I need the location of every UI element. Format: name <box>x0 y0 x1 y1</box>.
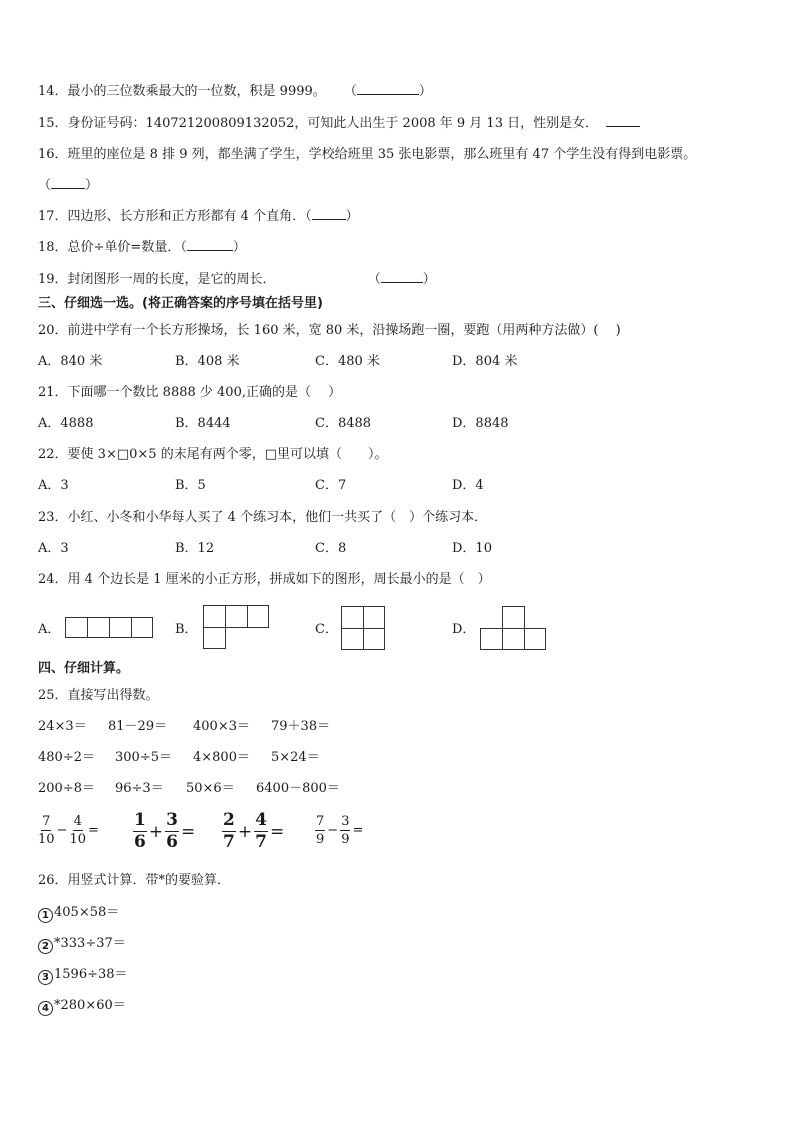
circled-number-1: 1 <box>38 908 53 923</box>
q22-option-d[interactable]: D．4 <box>452 478 484 493</box>
question-15 <box>38 114 640 133</box>
question-26: 26．用竖式计算．带*的要验算． <box>38 873 231 888</box>
q21-option-a[interactable]: A．4888 <box>38 416 94 431</box>
vertical-calc-item-3: 3 1596÷38＝ <box>38 966 128 985</box>
calc-item: 300÷5＝ <box>115 750 172 765</box>
q22-option-a[interactable]: A．3 <box>38 478 69 493</box>
question-14-text: 14．最小的三位数乘最大的一位数，积是 9999。 <box>38 84 326 99</box>
q20-option-d[interactable]: D．804 米 <box>452 354 518 369</box>
q22-option-c[interactable]: C．7 <box>315 478 347 493</box>
section-4-heading: 四、仔细计算。 <box>38 661 130 676</box>
q22-option-b[interactable]: B．5 <box>175 478 206 493</box>
vertical-calc-item-2: 2 *333÷37＝ <box>38 935 126 954</box>
fraction-expression-4: 7 9 − $\frac{3}{9}$ = <box>316 814 364 847</box>
q24-shape-a[interactable] <box>65 617 153 638</box>
q24-shape-c[interactable] <box>341 606 385 650</box>
calc-item: 50×6＝ <box>186 781 235 796</box>
question-17-close-paren: ） <box>345 209 359 224</box>
question-19-open-paren: （ <box>367 272 381 287</box>
answer-blank-14[interactable] <box>357 82 419 95</box>
question-14-close-paren: ） <box>418 84 432 99</box>
question-21: 21．下面哪一个数比 8888 少 400,正确的是（ ） <box>38 385 342 400</box>
q21-option-b[interactable]: B．8444 <box>175 416 231 431</box>
q21-option-c[interactable]: C．8488 <box>315 416 372 431</box>
q23-option-a[interactable]: A．3 <box>38 541 69 556</box>
circled-number-4: 4 <box>38 1001 53 1016</box>
q24-shape-b[interactable] <box>203 605 269 649</box>
question-17 <box>38 207 359 226</box>
calc-item: 96÷3＝ <box>115 781 164 796</box>
answer-blank-15[interactable] <box>606 114 640 127</box>
question-16-text: 16．班里的座位是 8 排 9 列，都坐满了学生，学校给班里 35 张电影票，那么班里有 47 个学生没有得到电影票。 <box>38 147 697 162</box>
question-18-text: 18．总价÷单价=数量．（ <box>38 240 187 255</box>
circled-number-2: 2 <box>38 939 53 954</box>
calc-item: 4×800＝ <box>193 750 250 765</box>
calc-item: 480÷2＝ <box>38 750 95 765</box>
q24-shape-d[interactable] <box>480 606 546 650</box>
calc-item: 81－29＝ <box>108 719 168 734</box>
q20-option-a[interactable]: A．840 米 <box>38 354 103 369</box>
fraction-expression-1: 7 10 − $\frac{4}{10}$ = <box>38 814 99 847</box>
question-25: 25．直接写出得数。 <box>38 688 159 703</box>
calc-item: 24×3＝ <box>38 719 87 734</box>
vertical-calc-item-1: 1 405×58＝ <box>38 904 119 923</box>
question-16-close-paren: ） <box>85 178 99 193</box>
question-16-answer <box>38 176 98 195</box>
question-24: 24．用 4 个边长是 1 厘米的小正方形，拼成如下的图形，周长最小的是（ ） <box>38 572 491 587</box>
q20-option-b[interactable]: B．408 米 <box>175 354 240 369</box>
question-19 <box>38 270 436 289</box>
q23-option-c[interactable]: C．8 <box>315 541 347 556</box>
question-23: 23．小红、小冬和小华每人买了 4 个练习本，他们一共买了（ ）个练习本． <box>38 510 488 525</box>
calc-item: 79＋38＝ <box>271 719 331 734</box>
q24-option-a-label[interactable]: A． <box>38 622 61 637</box>
calc-item: 400×3＝ <box>193 719 250 734</box>
question-14 <box>38 82 432 101</box>
question-16-open-paren: （ <box>38 178 52 193</box>
question-18 <box>38 238 246 257</box>
q23-option-b[interactable]: B．12 <box>175 541 215 556</box>
calc-item: 200÷8＝ <box>38 781 95 796</box>
question-19-text: 19．封闭图形一周的长度，是它的周长． <box>38 272 276 287</box>
q20-option-c[interactable]: C．480 米 <box>315 354 380 369</box>
question-16 <box>38 146 696 164</box>
circled-number-3: 3 <box>38 970 53 985</box>
question-15-text: 15．身份证号码：140721200809132052，可知此人出生于 2008 年 9 月 13 日，性别是女． <box>38 116 599 131</box>
question-17-text: 17．四边形、长方形和正方形都有 4 个直角．（ <box>38 209 312 224</box>
q24-option-b-label[interactable]: B． <box>175 622 198 637</box>
q21-option-d[interactable]: D．8848 <box>452 416 509 431</box>
q24-option-d-label[interactable]: D． <box>452 622 476 637</box>
question-14-open-paren: （ <box>343 84 357 99</box>
calc-item: 6400－800＝ <box>256 781 340 796</box>
fraction-expression-2: 1 6 + $\frac{3}{6}$ = <box>134 810 196 852</box>
question-22: 22．要使 3×□0×5 的末尾有两个零，□里可以填（ ）。 <box>38 447 388 462</box>
vertical-calc-item-4: 4 *280×60＝ <box>38 997 126 1016</box>
q23-option-d[interactable]: D．10 <box>452 541 492 556</box>
question-20: 20．前进中学有一个长方形操场，长 160 米，宽 80 米，沿操场跑一圈，要跑（用两种方法做）( ) <box>38 323 621 338</box>
question-19-close-paren: ） <box>422 272 436 287</box>
q24-option-c-label[interactable]: C． <box>315 622 338 637</box>
answer-blank-19[interactable] <box>381 270 423 283</box>
answer-blank-18[interactable] <box>187 238 233 251</box>
question-18-close-paren: ） <box>232 240 246 255</box>
calc-item: 5×24＝ <box>271 750 320 765</box>
fraction-expression-3: 2 7 + $\frac{4}{7}$ = <box>223 810 285 852</box>
answer-blank-16[interactable] <box>51 176 85 189</box>
answer-blank-17[interactable] <box>312 207 346 220</box>
section-3-heading: 三、仔细选一选。(将正确答案的序号填在括号里) <box>38 296 323 311</box>
